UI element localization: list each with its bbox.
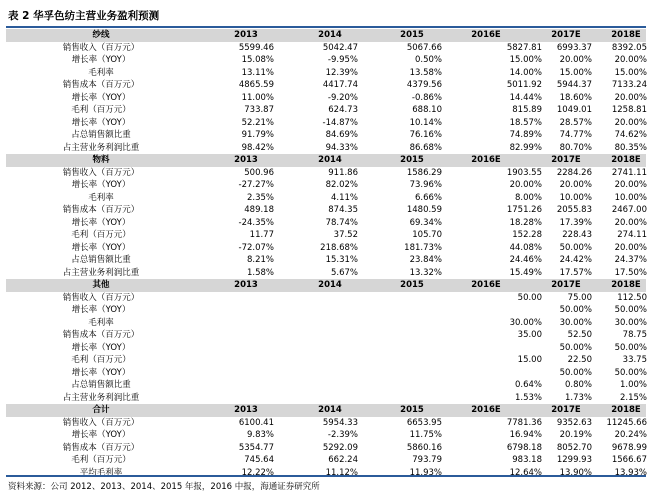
row-label: 占主营业务利润比重	[62, 267, 140, 278]
row-label: 毛利（百万元）	[71, 455, 131, 465]
section-header-row	[6, 404, 646, 417]
value-cell	[278, 367, 358, 380]
value-cell: 20.00%	[614, 117, 647, 128]
table-row	[6, 367, 646, 380]
value-cell: 75.00	[567, 292, 592, 303]
value-cell: 5827.81	[506, 42, 542, 53]
year-header: 2018E	[611, 30, 641, 40]
value-cell: 17.39%	[559, 217, 592, 228]
year-header: 2013	[234, 30, 258, 40]
value-cell: 815.89	[512, 105, 542, 115]
value-cell	[362, 317, 442, 330]
value-cell	[278, 379, 358, 392]
table-row	[6, 92, 646, 105]
value-cell: 84.69%	[325, 130, 358, 140]
table-row	[6, 179, 646, 192]
source-note: 资料来源：公司 2012、2013、2014、2015 年报，2016 中报，海通证券研究所	[8, 482, 320, 492]
value-cell: 5354.77	[238, 442, 274, 453]
value-cell: 7781.36	[506, 417, 542, 428]
value-cell: 1566.67	[611, 455, 647, 465]
table-row	[6, 329, 646, 342]
year-header: 2016E	[471, 155, 501, 165]
value-cell: 274.11	[617, 230, 647, 240]
value-cell: 37.52	[333, 230, 358, 240]
row-label: 增长率（YOY）	[71, 55, 131, 65]
value-cell: 112.50	[617, 292, 647, 303]
row-label: 增长率（YOY）	[71, 342, 131, 353]
value-cell: 73.96%	[409, 180, 442, 190]
value-cell: 911.86	[328, 167, 358, 178]
value-cell: -72.07%	[238, 242, 274, 253]
value-cell: -24.35%	[238, 217, 274, 228]
value-cell	[194, 367, 274, 380]
value-cell: 78.74%	[325, 217, 358, 228]
table-row	[6, 67, 646, 80]
value-cell: 98.42%	[241, 142, 274, 153]
row-label: 占总销售额比重	[71, 130, 131, 140]
year-header: 2013	[234, 405, 258, 415]
row-label: 销售成本（百万元）	[62, 80, 140, 90]
value-cell: 1.58%	[246, 267, 274, 278]
value-cell: 20.19%	[559, 430, 592, 440]
value-cell	[278, 329, 358, 342]
value-cell: 78.75	[622, 330, 647, 340]
row-label: 占总销售额比重	[71, 255, 131, 265]
year-header: 2018E	[611, 280, 641, 290]
year-header: 2017E	[551, 280, 581, 290]
value-cell: 50.00%	[614, 342, 647, 353]
row-label: 占主营业务利润比重	[62, 392, 140, 403]
value-cell	[194, 392, 274, 405]
row-label: 增长率（YOY）	[71, 305, 131, 315]
value-cell: -27.27%	[238, 180, 274, 190]
table-row	[6, 292, 646, 305]
value-cell: 13.11%	[241, 67, 274, 78]
value-cell: 30.00%	[509, 317, 542, 328]
value-cell: 20.00%	[559, 55, 592, 65]
row-label: 销售收入（百万元）	[62, 42, 140, 53]
value-cell: 20.00%	[614, 217, 647, 228]
value-cell: 24.37%	[614, 255, 647, 265]
value-cell: 9678.99	[611, 442, 647, 453]
value-cell: 50.00%	[614, 305, 647, 315]
value-cell: 8.21%	[246, 255, 274, 265]
row-label: 增长率（YOY）	[71, 117, 131, 128]
value-cell: 18.60%	[559, 92, 592, 103]
value-cell: 6100.41	[238, 417, 274, 428]
row-label: 毛利（百万元）	[71, 355, 131, 365]
row-label: 增长率（YOY）	[71, 92, 131, 103]
value-cell	[194, 354, 274, 367]
table-row	[6, 354, 646, 367]
value-cell: 500.96	[244, 167, 274, 178]
value-cell	[362, 367, 442, 380]
year-header: 2018E	[611, 405, 641, 415]
value-cell: 9352.63	[556, 417, 592, 428]
value-cell: 12.64%	[509, 467, 542, 478]
value-cell: 1049.01	[556, 105, 592, 115]
year-header: 2017E	[551, 30, 581, 40]
value-cell: 6.66%	[414, 192, 442, 203]
value-cell: 15.00	[517, 355, 542, 365]
value-cell: 874.35	[328, 205, 358, 215]
value-cell: 2467.00	[611, 205, 647, 215]
row-label: 销售收入（百万元）	[62, 167, 140, 178]
year-header: 2017E	[551, 155, 581, 165]
value-cell: 23.84%	[409, 255, 442, 265]
value-cell: 86.68%	[409, 142, 442, 153]
value-cell: 0.80%	[564, 380, 592, 390]
value-cell: 7133.24	[611, 80, 647, 90]
value-cell: 28.57%	[559, 117, 592, 128]
value-cell: 6798.18	[506, 442, 542, 453]
row-label: 增长率（YOY）	[71, 217, 131, 228]
value-cell	[278, 317, 358, 330]
value-cell: 11.93%	[409, 467, 442, 478]
value-cell: 50.00%	[559, 367, 592, 378]
value-cell: 983.18	[512, 455, 542, 465]
value-cell: 15.00%	[614, 67, 647, 78]
year-header: 2015	[400, 405, 424, 415]
value-cell: 15.00%	[509, 55, 542, 65]
value-cell: 24.42%	[559, 255, 592, 265]
row-label: 毛利（百万元）	[71, 105, 131, 115]
value-cell	[194, 342, 274, 355]
value-cell: 16.94%	[509, 430, 542, 440]
value-cell: 74.89%	[509, 130, 542, 140]
value-cell: 80.70%	[559, 142, 592, 153]
value-cell: 94.33%	[325, 142, 358, 153]
value-cell: 13.32%	[409, 267, 442, 278]
value-cell: 8392.05	[611, 42, 647, 53]
value-cell: 50.00%	[559, 242, 592, 253]
table-row	[6, 217, 646, 230]
table-row	[6, 304, 646, 317]
value-cell: 5011.92	[506, 80, 542, 90]
value-cell: 5042.47	[322, 42, 358, 53]
year-header: 2015	[400, 155, 424, 165]
value-cell: 52.21%	[241, 117, 274, 128]
value-cell: 10.14%	[409, 117, 442, 128]
year-header: 2016E	[471, 30, 501, 40]
value-cell: 24.46%	[509, 255, 542, 265]
year-header: 2014	[318, 155, 342, 165]
value-cell: 50.00	[517, 292, 542, 303]
year-header: 2017E	[551, 405, 581, 415]
value-cell: 5954.33	[322, 417, 358, 428]
value-cell: 733.87	[244, 105, 274, 115]
row-label: 销售收入（百万元）	[62, 292, 140, 303]
table-row	[6, 342, 646, 355]
value-cell: 20.00%	[614, 92, 647, 103]
value-cell: 10.00%	[559, 192, 592, 203]
value-cell: 20.00%	[614, 242, 647, 253]
table-row	[6, 229, 646, 242]
value-cell: 2284.26	[556, 167, 592, 178]
value-cell: 15.00%	[559, 67, 592, 78]
row-label: 增长率（YOY）	[71, 180, 131, 190]
value-cell: 10.00%	[614, 192, 647, 203]
value-cell	[194, 379, 274, 392]
row-label: 毛利（百万元）	[71, 230, 131, 240]
table-row	[6, 267, 646, 280]
value-cell: 13.93%	[614, 467, 647, 478]
value-cell: 5944.37	[556, 80, 592, 90]
value-cell: 5292.09	[322, 442, 358, 453]
table-row	[6, 417, 646, 430]
value-cell: 20.00%	[509, 180, 542, 190]
value-cell	[278, 354, 358, 367]
year-header: 2015	[400, 30, 424, 40]
value-cell: 0.64%	[514, 380, 542, 390]
value-cell: 1258.81	[611, 105, 647, 115]
year-header: 2015	[400, 280, 424, 290]
value-cell: 22.50	[567, 355, 592, 365]
row-label: 增长率（YOY）	[71, 242, 131, 253]
value-cell	[278, 342, 358, 355]
table-row	[6, 142, 646, 155]
section-name: 纱线	[92, 30, 110, 40]
table-row	[6, 242, 646, 255]
value-cell: 2.35%	[246, 192, 274, 203]
value-cell: 624.73	[328, 105, 358, 115]
table-row	[6, 467, 646, 480]
value-cell: 152.28	[512, 230, 542, 240]
value-cell: 2055.83	[556, 205, 592, 215]
value-cell	[278, 392, 358, 405]
value-cell: 20.00%	[559, 180, 592, 190]
value-cell: 793.79	[412, 455, 442, 465]
value-cell: 74.62%	[614, 130, 647, 140]
value-cell: 1903.55	[506, 167, 542, 178]
value-cell: 11.12%	[325, 467, 358, 478]
value-cell: 20.24%	[614, 430, 647, 440]
value-cell: 8.00%	[514, 192, 542, 203]
value-cell	[278, 304, 358, 317]
value-cell	[362, 392, 442, 405]
value-cell: -0.86%	[411, 92, 442, 103]
value-cell: 5599.46	[238, 42, 274, 53]
value-cell: 14.00%	[509, 67, 542, 78]
row-label: 增长率（YOY）	[71, 430, 131, 440]
year-header: 2016E	[471, 280, 501, 290]
year-header: 2014	[318, 405, 342, 415]
value-cell: 11.00%	[241, 92, 274, 103]
table-row	[6, 442, 646, 455]
value-cell: 12.22%	[241, 467, 274, 478]
value-cell: 662.24	[328, 455, 358, 465]
row-label: 毛利率	[88, 192, 114, 203]
value-cell: 76.16%	[409, 130, 442, 140]
table-title: 表 2 华孚色纺主营业务盈利预测	[8, 10, 160, 22]
value-cell: 4.11%	[330, 192, 358, 203]
value-cell: 20.00%	[614, 180, 647, 190]
value-cell: 9.83%	[246, 430, 274, 440]
value-cell: -9.20%	[327, 92, 358, 103]
value-cell: 80.35%	[614, 142, 647, 153]
value-cell: 50.00%	[559, 342, 592, 353]
value-cell: 6993.37	[556, 42, 592, 53]
value-cell	[194, 304, 274, 317]
value-cell: 11.75%	[409, 430, 442, 440]
value-cell: 105.70	[412, 230, 442, 240]
value-cell: -14.87%	[322, 117, 358, 128]
row-label: 增长率（YOY）	[71, 367, 131, 378]
value-cell: 15.49%	[509, 267, 542, 278]
value-cell: 82.02%	[325, 180, 358, 190]
value-cell	[362, 304, 442, 317]
year-header: 2018E	[611, 155, 641, 165]
value-cell: 688.10	[412, 105, 442, 115]
value-cell: 11245.66	[606, 417, 647, 428]
value-cell: 1.73%	[564, 392, 592, 403]
table-row	[6, 254, 646, 267]
value-cell: 4865.59	[238, 80, 274, 90]
value-cell: 50.00%	[614, 367, 647, 378]
value-cell: 1480.59	[406, 205, 442, 215]
value-cell: 17.57%	[559, 267, 592, 278]
row-label: 毛利率	[88, 67, 114, 78]
value-cell: 2741.11	[611, 167, 647, 178]
value-cell: 35.00	[517, 330, 542, 340]
value-cell: 5067.66	[406, 42, 442, 53]
value-cell: 489.18	[244, 205, 274, 215]
value-cell: 30.00%	[559, 317, 592, 328]
value-cell	[194, 329, 274, 342]
row-label: 销售成本（百万元）	[62, 330, 140, 340]
value-cell: 91.79%	[241, 130, 274, 140]
value-cell: 30.00%	[614, 317, 647, 328]
row-label: 销售成本（百万元）	[62, 205, 140, 215]
table-row	[6, 79, 646, 92]
profit-forecast-table	[6, 29, 646, 479]
value-cell: 15.08%	[241, 55, 274, 65]
section-header-row	[6, 29, 646, 42]
value-cell	[278, 292, 358, 305]
value-cell: 218.68%	[320, 242, 358, 253]
row-label: 销售收入（百万元）	[62, 417, 140, 428]
value-cell: 69.34%	[409, 217, 442, 228]
value-cell: 11.77	[249, 230, 274, 240]
table-row	[6, 129, 646, 142]
value-cell: 5860.16	[406, 442, 442, 453]
row-label: 毛利率	[88, 317, 114, 328]
row-label: 占主营业务利润比重	[62, 142, 140, 153]
value-cell: 15.31%	[325, 255, 358, 265]
table-row	[6, 117, 646, 130]
row-label: 销售成本（百万元）	[62, 442, 140, 453]
value-cell: 74.77%	[559, 130, 592, 140]
table-row	[6, 54, 646, 67]
value-cell: 8052.70	[556, 442, 592, 453]
value-cell	[362, 342, 442, 355]
table-row	[6, 104, 646, 117]
table-row	[6, 204, 646, 217]
value-cell: 1299.93	[556, 455, 592, 465]
row-label: 平均毛利率	[79, 467, 123, 478]
table-row	[6, 167, 646, 180]
value-cell: 4417.74	[322, 80, 358, 90]
table-row	[6, 317, 646, 330]
value-cell: 52.50	[567, 330, 592, 340]
value-cell: 13.58%	[409, 67, 442, 78]
value-cell: 1586.29	[406, 167, 442, 178]
value-cell: 20.00%	[614, 55, 647, 65]
table-row	[6, 429, 646, 442]
section-name: 其他	[92, 280, 110, 290]
value-cell: 228.43	[562, 230, 592, 240]
value-cell: -9.95%	[327, 55, 358, 65]
top-rule	[6, 26, 646, 28]
section-name: 物料	[92, 155, 110, 165]
year-header: 2014	[318, 280, 342, 290]
value-cell: 82.99%	[509, 142, 542, 153]
value-cell: 14.44%	[509, 92, 542, 103]
value-cell: 1.00%	[619, 380, 647, 390]
year-header: 2014	[318, 30, 342, 40]
value-cell: 0.50%	[414, 55, 442, 65]
section-header-row	[6, 154, 646, 167]
value-cell: 745.64	[244, 455, 274, 465]
year-header: 2013	[234, 280, 258, 290]
value-cell	[362, 379, 442, 392]
value-cell	[362, 292, 442, 305]
bottom-rule	[6, 475, 646, 477]
value-cell: 4379.56	[406, 80, 442, 90]
value-cell: 1751.26	[506, 205, 542, 215]
value-cell: 44.08%	[509, 242, 542, 253]
year-header: 2013	[234, 155, 258, 165]
value-cell: 5.67%	[330, 267, 358, 278]
table-row	[6, 42, 646, 55]
value-cell: 33.75	[622, 355, 647, 365]
value-cell: 18.57%	[509, 117, 542, 128]
value-cell	[362, 329, 442, 342]
value-cell: 2.15%	[619, 392, 647, 403]
value-cell: 50.00%	[559, 305, 592, 315]
value-cell: 17.50%	[614, 267, 647, 278]
table-row	[6, 379, 646, 392]
value-cell: 12.39%	[325, 67, 358, 78]
row-label: 占总销售额比重	[71, 380, 131, 390]
value-cell	[194, 317, 274, 330]
section-name: 合计	[92, 405, 110, 415]
value-cell: 18.28%	[509, 217, 542, 228]
table-row	[6, 192, 646, 205]
value-cell: -2.39%	[327, 430, 358, 440]
value-cell: 13.90%	[559, 467, 592, 478]
value-cell	[194, 292, 274, 305]
value-cell	[362, 354, 442, 367]
value-cell: 1.53%	[514, 392, 542, 403]
table-row	[6, 454, 646, 467]
table-row	[6, 392, 646, 405]
value-cell: 6653.95	[406, 417, 442, 428]
section-header-row	[6, 279, 646, 292]
year-header: 2016E	[471, 405, 501, 415]
value-cell: 181.73%	[404, 242, 442, 253]
